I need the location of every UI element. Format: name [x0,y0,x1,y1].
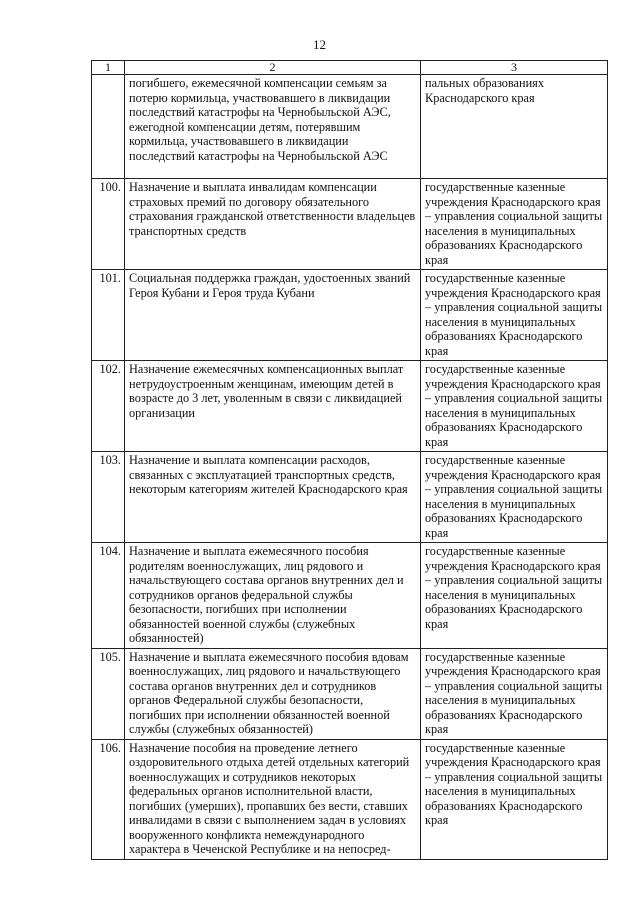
row-number: 100. [92,179,125,270]
table-row [92,75,608,179]
responsible-organization: государственные казенные учреждения Краснодарского края – управления социальной защиты населения в муниципальных образованиях Краснодарского края [421,179,608,270]
row-number: 102. [92,361,125,452]
row-number: 104. [92,543,125,649]
responsible-organization: государственные казенные учреждения Краснодарского края – управления социальной защиты населения в муниципальных образованиях Краснодарского края [421,648,608,739]
table-row [92,648,608,739]
responsible-organization: государственные казенные учреждения Краснодарского края – управления социальной защиты населения в муниципальных образованиях Краснодарского края [421,361,608,452]
table-row [92,179,608,270]
row-number: 106. [92,739,125,859]
table-row [92,452,608,543]
responsible-organization: государственные казенные учреждения Краснодарского края – управления социальной защиты населения в муниципальных образованиях Краснодарского края [421,270,608,361]
service-description: Назначение и выплата инвалидам компенсации страховых премий по договору обязательного страхования гражданской ответственности владельцев транспортных средств [125,179,421,270]
services-table [91,60,608,860]
table-row [92,739,608,859]
table-header-row [92,61,608,75]
page-number: 12 [313,37,326,52]
service-description: Социальная поддержка граждан, удостоенных званий Героя Кубани и Героя труда Кубани [125,270,421,361]
row-number [92,75,125,179]
column-header-number: 1 [92,61,125,75]
responsible-organization: государственные казенные учреждения Краснодарского края – управления социальной защиты населения в муниципальных образованиях Краснодарского края [421,739,608,859]
column-header-service: 2 [125,61,421,75]
table-row [92,361,608,452]
table-row [92,270,608,361]
service-description: Назначение пособия на проведение летнего оздоровительного отдыха детей отдельных категорий военнослужащих и сотрудников некоторых федеральных органов исполнительной власти, погибших (умерших), пропавших без вести, ставших инвалидами в связи с выполнением задач в условиях вооруженного конфликта немеждународного характера в Чеченской Республике и на непосред- [125,739,421,859]
responsible-organization: государственные казенные учреждения Краснодарского края – управления социальной защиты населения в муниципальных образованиях Краснодарского края [421,452,608,543]
row-number: 101. [92,270,125,361]
service-description: Назначение и выплата ежемесячного пособия родителям военнослужащих, лиц рядового и начальствующего состава органов внутренних дел и сотрудников органов федеральной службы безопасности, погибших при исполнении обязанностей военной службы (служебных обязанностей) [125,543,421,649]
responsible-organization: пальных образованиях Краснодарского края [421,75,608,179]
table-row [92,543,608,649]
service-description: Назначение ежемесячных компенсационных выплат нетрудоустроенным женщинам, имеющим детей в возрасте до 3 лет, уволенным в связи с ликвидацией организации [125,361,421,452]
column-header-organization: 3 [421,61,608,75]
responsible-organization: государственные казенные учреждения Краснодарского края – управления социальной защиты населения в муниципальных образованиях Краснодарского края [421,543,608,649]
service-description: Назначение и выплата ежемесячного пособия вдовам военнослужащих, лиц рядового и начальствующего состава органов внутренних дел и сотрудников органов Федеральной службы безопасности, погибших при исполнении обязанностей военной службы (служебных обязанностей) [125,648,421,739]
row-number: 103. [92,452,125,543]
service-description: Назначение и выплата компенсации расходов, связанных с эксплуатацией транспортных средств, некоторым категориям жителей Краснодарского края [125,452,421,543]
service-description: погибшего, ежемесячной компенсации семьям за потерю кормильца, участвовавшего в ликвидации последствий катастрофы на Чернобыльской АЭС, ежегодной компенсации детям, потерявшим кормильца, участвовавшего в ликвидации последствий катастрофы на Чернобыльской АЭС [125,75,421,179]
row-number: 105. [92,648,125,739]
